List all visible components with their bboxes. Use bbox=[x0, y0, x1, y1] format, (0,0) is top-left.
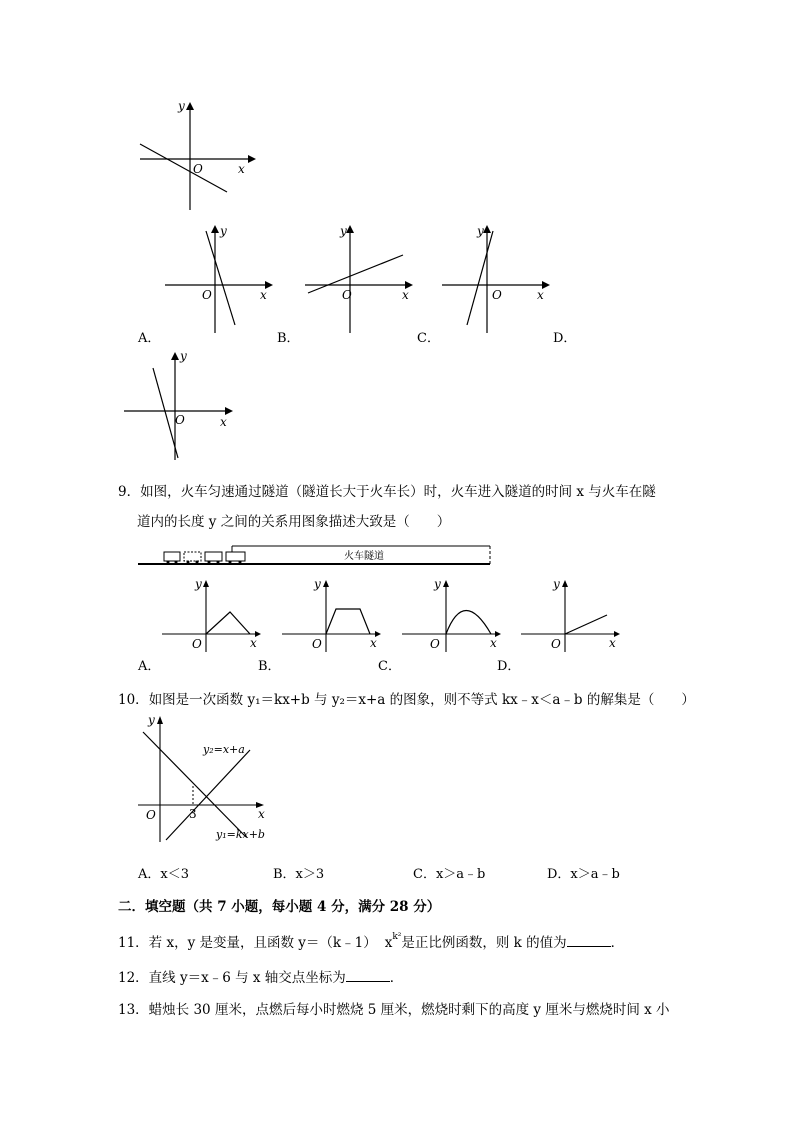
x-axis-label: x bbox=[490, 636, 497, 650]
y-axis-label: y bbox=[178, 99, 185, 113]
q9-option-d-graph bbox=[519, 577, 629, 652]
q8-option-d-graph bbox=[120, 348, 245, 463]
answer-blank bbox=[346, 969, 390, 982]
y-axis-label: y bbox=[553, 577, 560, 591]
y-axis-label: y bbox=[148, 713, 155, 727]
question-text: 11．若 x，y 是变量，且函数 y＝（k﹣1） bbox=[118, 935, 377, 951]
question-text: 如图，火车匀速通过隧道（隧道长大于火车长）时，火车进入隧道的时间 x 与火车在隧 bbox=[140, 484, 656, 500]
q8-main-graph bbox=[130, 98, 260, 213]
q10-option-c: C．x＞a﹣b bbox=[413, 867, 486, 882]
q8-option-c-graph bbox=[437, 223, 562, 335]
x-axis-label: x bbox=[220, 415, 227, 429]
origin-label: O bbox=[193, 162, 203, 176]
q8-option-a-graph bbox=[160, 223, 280, 335]
x-axis-label: x bbox=[238, 162, 245, 176]
q11-question: 11．若 x，y 是变量，且函数 y＝（k﹣1） $x^{k^2}$是正比例函数，则 k 的值为 ． bbox=[118, 932, 625, 951]
q8-option-b-label: B． bbox=[277, 331, 300, 346]
q9-option-c-graph bbox=[400, 577, 510, 652]
q9-question-line2: 道内的长度 y 之间的关系用图象描述大致是（ ） bbox=[137, 514, 451, 530]
origin-label: O bbox=[342, 288, 352, 302]
x-axis-label: x bbox=[402, 288, 409, 302]
x-axis-label: x bbox=[537, 288, 544, 302]
q8-option-b-graph bbox=[300, 223, 425, 335]
x-axis-label: x bbox=[258, 807, 265, 821]
x-tick-3: 3 bbox=[189, 807, 197, 821]
tunnel-label: 火车隧道 bbox=[344, 551, 384, 562]
y-axis-label: y bbox=[434, 577, 441, 591]
train-tunnel-figure bbox=[138, 542, 498, 570]
origin-label: O bbox=[175, 413, 185, 427]
answer-blank bbox=[567, 934, 611, 947]
x-axis-label: x bbox=[609, 636, 616, 650]
power-base: x bbox=[384, 935, 393, 951]
origin-label: O bbox=[430, 637, 440, 651]
y-axis-label: y bbox=[314, 577, 321, 591]
y-axis-label: y bbox=[340, 224, 347, 238]
origin-label: O bbox=[492, 288, 502, 302]
q8-option-c-label: C． bbox=[417, 331, 440, 346]
q9-question-line1 bbox=[118, 480, 656, 500]
q9-option-c-label: C． bbox=[378, 659, 401, 674]
question-text: 如图是一次函数 y₁＝kx+b 与 y₂＝x+a 的图象，则不等式 kx﹣x＜a﹣b 的解集是（ ） bbox=[148, 692, 695, 708]
x-axis-label: x bbox=[260, 288, 267, 302]
question-number: 9． bbox=[118, 484, 141, 500]
q13-question: 13．蜡烛长 30 厘米，点燃后每小时燃烧 5 厘米，燃烧时剩下的高度 y 厘米与燃烧时间 x 小 bbox=[118, 1002, 670, 1018]
y-axis-label: y bbox=[477, 224, 484, 238]
q10-graph bbox=[138, 712, 278, 847]
q10-question bbox=[118, 688, 695, 708]
q10-option-a: A．x＜3 bbox=[138, 867, 189, 882]
origin-label: O bbox=[192, 637, 202, 651]
power-exponent: k² bbox=[392, 932, 402, 942]
q8-option-a-label: A． bbox=[138, 331, 161, 346]
q8-option-d-label: D． bbox=[553, 331, 577, 346]
y-axis-label: y bbox=[180, 349, 187, 363]
origin-label: O bbox=[146, 808, 156, 822]
origin-label: O bbox=[312, 637, 322, 651]
question-number: 10． bbox=[118, 692, 149, 708]
q9-option-a-label: A． bbox=[138, 659, 161, 674]
q12-question: 12．直线 y＝x﹣6 与 x 轴交点坐标为 ． bbox=[118, 970, 404, 986]
q9-option-b-graph bbox=[280, 577, 390, 652]
q9-option-b-label: B． bbox=[258, 659, 281, 674]
line-y1-label: y₁=kx+b bbox=[216, 828, 265, 841]
x-axis-label: x bbox=[370, 636, 377, 650]
q9-option-a-graph bbox=[160, 577, 270, 652]
origin-label: O bbox=[551, 637, 561, 651]
q10-option-b: B．x＞3 bbox=[273, 867, 325, 882]
q9-option-d-label: D． bbox=[497, 659, 521, 674]
question-text: 12．直线 y＝x﹣6 与 x 轴交点坐标为 bbox=[118, 970, 346, 986]
section2-heading: 二．填空题（共 7 小题，每小题 4 分，满分 28 分） bbox=[118, 899, 441, 915]
y-axis-label: y bbox=[195, 577, 202, 591]
origin-label: O bbox=[202, 288, 212, 302]
q10-option-d: D．x＞a﹣b bbox=[547, 867, 620, 882]
line-y2-label: y₂=x+a bbox=[203, 743, 245, 756]
question-text: 是正比例函数，则 k 的值为 bbox=[401, 935, 567, 951]
x-axis-label: x bbox=[250, 636, 257, 650]
y-axis-label: y bbox=[220, 224, 227, 238]
